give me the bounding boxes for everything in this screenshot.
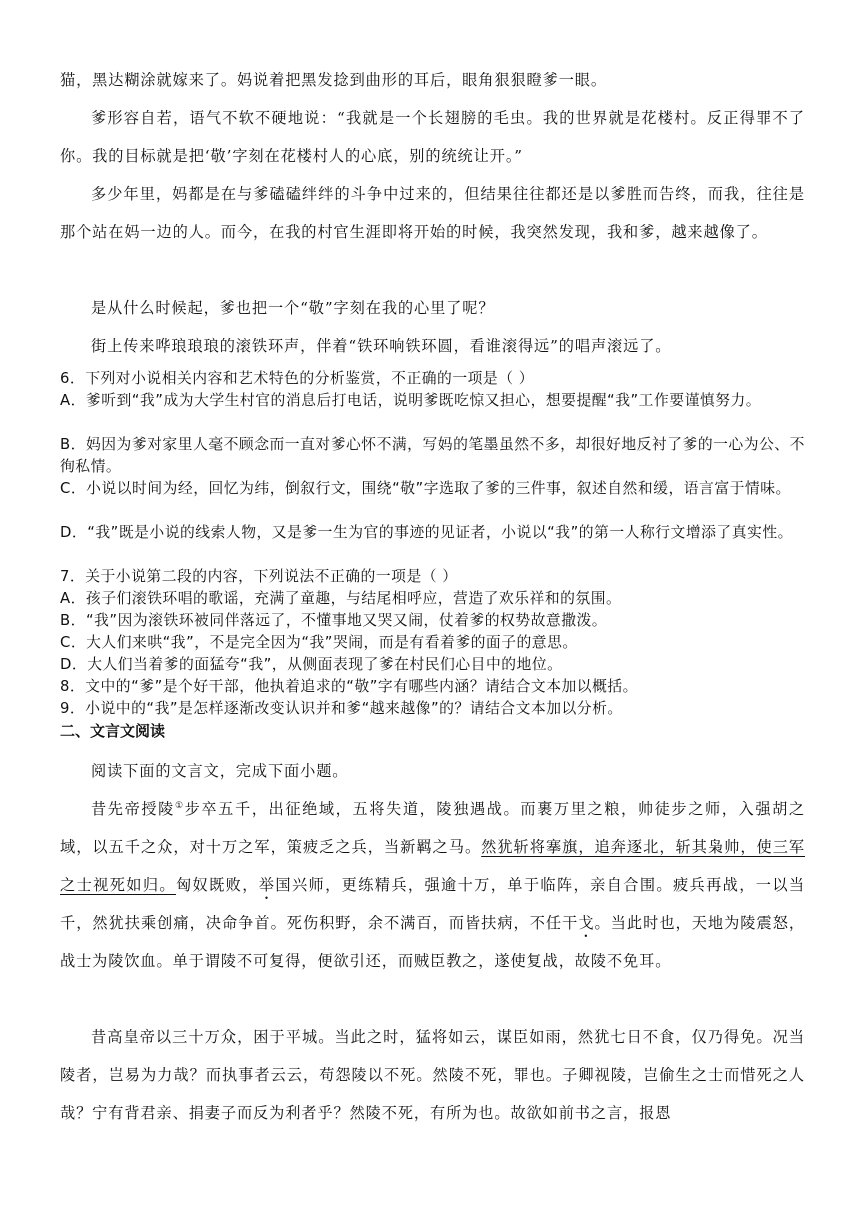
question-7-option-d: D．大人们当着爹的面猛夸“我”，从侧面表现了爹在村民们心目中的地位。 xyxy=(60,656,563,673)
story-paragraph-1: 猫，黑达糊涂就嫁来了。妈说着把黑发捻到曲形的耳后，眼角狠狠瞪爹一眼。 xyxy=(60,71,607,89)
classical-text: 步卒五千，出征绝域，五将失道，陵独遇战。而裹万里之粮，帅徒步之师，入强胡之域，以五千之众，对十万之军，策疲乏之兵，当新羁之马。 xyxy=(60,800,805,856)
question-6: 6．下列对小说相关内容和艺术特色的分析鉴赏，不正确的一项是（ ） xyxy=(60,370,535,387)
question-6-option-c: C．小说以时间为经，回忆为纬，倒叙行文，围绕“敬”字选取了爹的三件事，叙述自然和缓，语言富于情味。 xyxy=(60,480,791,497)
classical-text: 。当此时也，天地为陵震怒，战士为陵饮血。单于谓陵不可复得，便欲引还，而贼臣教之，遂使复战，故陵不免耳。 xyxy=(60,914,805,970)
question-7: 7．关于小说第二段的内容，下列说法不正确的一项是（ ） xyxy=(60,568,458,585)
classical-text: 昔先帝授陵 xyxy=(91,800,175,818)
section-instruction: 阅读下面的文言文，完成下面小题。 xyxy=(91,762,349,780)
emphasized-character: 举 xyxy=(258,876,276,894)
question-6-option-d: D．“我”既是小说的线索人物，又是爹一生为官的事迹的见证者，小说以“我”的第一人称行文增添了真实性。 xyxy=(60,524,793,541)
classical-text: 匈奴既败， xyxy=(175,876,259,894)
story-paragraph-5: 街上传来哗琅琅琅的滚铁环声，伴着“铁环响铁环圆，看谁滚得远”的唱声滚远了。 xyxy=(91,337,672,355)
story-paragraph-3: 多少年里，妈都是在与爹磕磕绊绊的斗争中过来的，但结果往往都还是以爹胜而告终，而我，往往是那个站在妈一边的人。而今，在我的村官生涯即将开始的时候，我突然发现，我和爹，越来越像了。 xyxy=(60,185,805,241)
section-heading: 二、文言文阅读 xyxy=(60,722,166,740)
question-9: 9．小说中的“我”是怎样逐渐改变认识并和爹“越来越像”的？请结合文本加以分析。 xyxy=(60,700,623,717)
story-paragraph-4: 是从什么时候起，爹也把一个“敬”字刻在我的心里了呢？ xyxy=(91,299,495,317)
question-7-option-b: B．“我”因为滚铁环被同伴落远了，不懂事地又哭又闹，仗着爹的权势故意撒泼。 xyxy=(60,612,608,629)
question-8: 8．文中的“爹”是个好干部，他执着追求的“敬”字有哪些内涵？请结合文本加以概括。 xyxy=(60,678,638,695)
question-7-option-a: A．孩子们滚铁环唱的歌谣，充满了童趣，与结尾相呼应，营造了欢乐祥和的氛围。 xyxy=(60,590,622,607)
classical-paragraph-2: 昔高皇帝以三十万众，困于平城。当此之时，猛将如云，谋臣如雨，然犹七日不食，仅乃得免。况当陵者，岂易为力哉？而执事者云云，苟怨陵以不死。然陵不死，罪也。子卿视陵，岂偷生之士而惜死之人哉？宁有背君亲、捐妻子而反为利者乎？然陵不死，有所为也。故欲如前书之言，报恩 xyxy=(60,1028,805,1122)
emphasized-character: 戈 xyxy=(578,914,595,932)
question-6-option-b: B．妈因为爹对家里人毫不顾念而一直对爹心怀不满，写妈的笔墨虽然不多，却很好地反衬了爹的一心为公、不徇私情。 xyxy=(60,436,805,475)
classical-text: 国兴师，更练精兵，强逾十万，单于临阵，亲自合围。疲兵再战，一以当千，然犹扶乘创痛，决命争首。死伤积野，余不满百，而皆扶病，不任干 xyxy=(60,876,805,932)
footnote-marker: ① xyxy=(174,800,185,811)
question-6-option-a: A．爹听到“我”成为大学生村官的消息后打电话，说明爹既吃惊又担心，想要提醒“我”工作要谨慎努力。 xyxy=(60,392,762,409)
classical-paragraph-1 xyxy=(60,790,805,980)
story-paragraph-2: 爹形容自若，语气不软不硬地说：“我就是一个长翅膀的毛虫。我的世界就是花楼村。反正得罪不了你。我的目标就是把‘敬’字刻在花楼村人的心底，别的统统让开。” xyxy=(60,109,805,165)
underlined-sentence: 然犹斩将搴旗，追奔逐北，斩其枭帅，使三军之士视死如归。 xyxy=(60,838,806,894)
question-7-option-c: C．大人们来哄“我”，不是完全因为“我”哭闹，而是有看着爹的面子的意思。 xyxy=(60,634,578,651)
